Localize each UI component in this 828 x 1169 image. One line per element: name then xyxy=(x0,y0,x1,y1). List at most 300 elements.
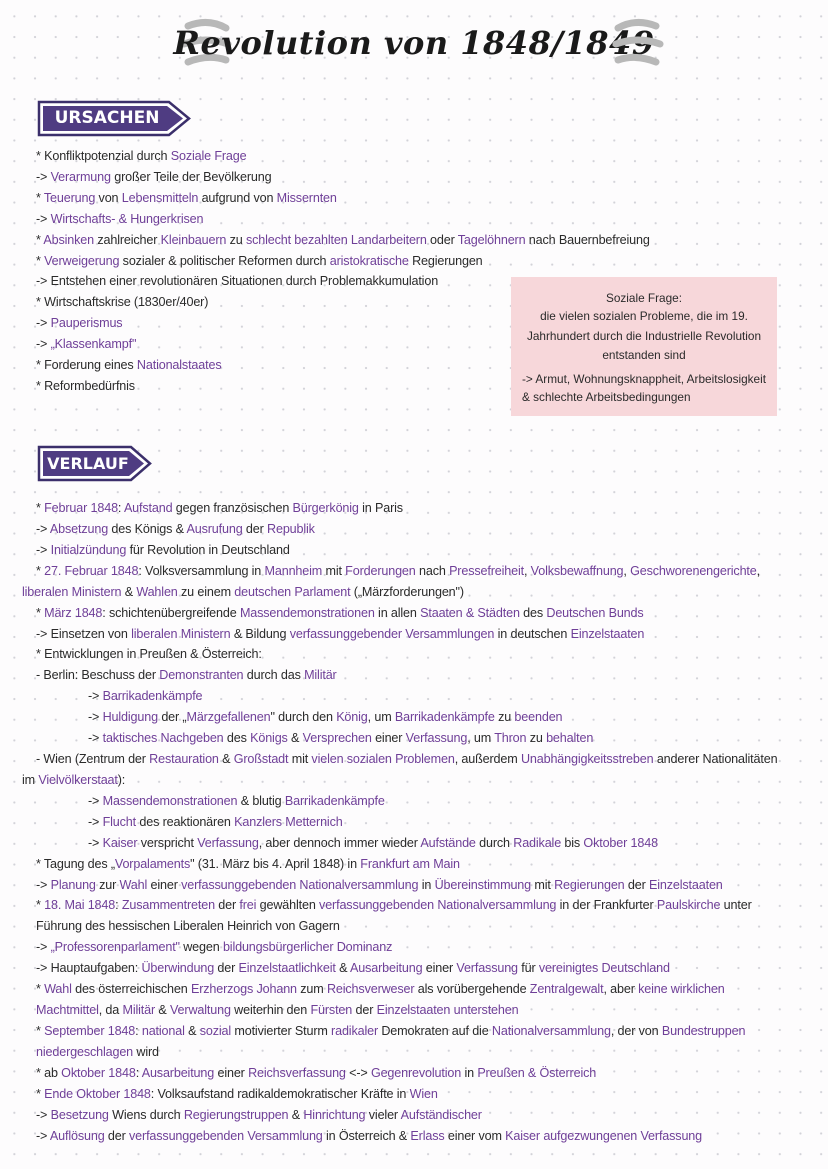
highlighted-term: Gegenrevolution xyxy=(370,1065,462,1080)
highlighted-term: Zusammentreten xyxy=(121,898,215,913)
plain-text: unter xyxy=(720,898,752,913)
plain-text: der xyxy=(214,961,239,976)
text-line xyxy=(36,271,438,291)
highlighted-term: Unabhängigkeitsstreben xyxy=(520,752,654,767)
highlighted-term: Aufstände xyxy=(420,835,476,850)
plain-text: des reaktionären xyxy=(136,814,235,829)
highlighted-term: Lebensmitteln xyxy=(121,190,199,205)
highlighted-term: Übereinstimmung xyxy=(434,877,532,892)
plain-text: , xyxy=(623,563,631,578)
text-line xyxy=(36,916,340,936)
plain-text: der „ xyxy=(157,710,187,725)
highlighted-term: Paulskirche xyxy=(656,898,721,913)
infobox-line: & schlechte Arbeitsbedingungen xyxy=(522,390,691,404)
plain-text: durch das xyxy=(243,668,305,683)
plain-text: in Paris xyxy=(358,501,403,515)
plain-text: : xyxy=(135,1024,142,1038)
highlighted-term: Restauration xyxy=(149,752,219,767)
highlighted-term: 18. Mai 1848 xyxy=(44,898,116,913)
highlighted-term: Versprechen xyxy=(302,731,372,746)
highlighted-term: verfassunggebenden Nationalversammlung xyxy=(181,877,419,892)
text-line xyxy=(36,749,777,769)
ursachen-label: URSACHEN xyxy=(54,108,160,128)
text-line xyxy=(22,582,464,602)
highlighted-term: Oktober 1848 xyxy=(61,1065,136,1080)
plain-text: - Berlin: Beschuss der xyxy=(36,668,160,683)
highlighted-term: Fürsten xyxy=(310,1003,353,1018)
plain-text: zahlreicher xyxy=(94,232,161,247)
highlighted-term: vereinigtes Deutschland xyxy=(538,961,670,976)
plain-text: aufgrund von xyxy=(198,190,277,205)
plain-text: : schichtenübergreifende xyxy=(102,605,240,620)
plain-text: , außerdem xyxy=(454,752,521,767)
highlighted-term: Mannheim xyxy=(264,563,323,578)
highlighted-term: Verwaltung xyxy=(170,1003,231,1018)
plain-text: * xyxy=(36,1024,45,1038)
text-line xyxy=(88,812,343,832)
plain-text: , der von xyxy=(610,1024,662,1038)
highlighted-term: Thron xyxy=(494,731,527,746)
plain-text: in Österreich & xyxy=(322,1128,411,1143)
plain-text: zu einem xyxy=(177,584,235,599)
text-line xyxy=(36,561,760,581)
plain-text: der xyxy=(242,521,268,536)
text-line xyxy=(36,167,272,187)
plain-text: bis xyxy=(561,835,584,850)
text-line xyxy=(36,624,644,644)
highlighted-term: Ausrufung xyxy=(186,521,243,536)
highlighted-term: Aufstand xyxy=(123,501,173,515)
highlighted-term: Februar 1848 xyxy=(44,501,118,515)
text-line xyxy=(36,875,723,895)
highlighted-term: Barrikadenkämpfe xyxy=(394,710,495,725)
highlighted-term: Verarmung xyxy=(50,169,111,184)
highlighted-term: Einzelstaaten xyxy=(570,626,645,641)
highlighted-term: liberalen Ministern xyxy=(22,584,122,599)
plain-text: wird xyxy=(133,1044,159,1059)
highlighted-term: Geschworenengerichte xyxy=(630,563,757,578)
highlighted-term: Reichsverweser xyxy=(326,982,415,997)
plain-text: des Königs & xyxy=(108,521,187,536)
right-swoosh-decoration xyxy=(612,14,664,72)
text-line xyxy=(36,665,337,685)
highlighted-term: Radikale xyxy=(513,835,562,850)
plain-text: Regierungen xyxy=(408,253,483,268)
plain-text: des xyxy=(223,731,251,746)
highlighted-term: national xyxy=(141,1024,185,1038)
highlighted-term: Forderungen xyxy=(345,563,416,578)
highlighted-term: Bundestruppen xyxy=(661,1024,746,1038)
highlighted-term: Machtmittel xyxy=(36,1003,99,1018)
text-line xyxy=(36,519,315,539)
plain-text: gegen französischen xyxy=(172,501,293,515)
highlighted-term: Ausarbeitung xyxy=(141,1065,215,1080)
plain-text: mit xyxy=(288,752,312,767)
plain-text: mit xyxy=(322,563,346,578)
highlighted-term: Märzgefallenen xyxy=(186,710,271,725)
plain-text: -> xyxy=(88,710,103,725)
plain-text: -> xyxy=(36,521,50,536)
plain-text: für Revolution in Deutschland xyxy=(126,542,290,557)
plain-text: -> xyxy=(36,169,51,184)
plain-text: gewählten xyxy=(256,898,320,913)
highlighted-term: Kanzlers Metternich xyxy=(234,814,343,829)
plain-text: wegen xyxy=(179,940,223,955)
plain-text: : xyxy=(135,1065,142,1080)
plain-text: & xyxy=(155,1003,170,1018)
highlighted-term: Massendemonstrationen xyxy=(239,605,375,620)
highlighted-term: Wahl xyxy=(119,877,148,892)
plain-text: der xyxy=(624,877,649,892)
highlighted-term: Auflösung xyxy=(49,1128,105,1143)
infobox-line: die vielen sozialen Probleme, die im 19. xyxy=(540,309,748,323)
highlighted-term: Überwindung xyxy=(141,961,215,976)
plain-text: für xyxy=(517,961,539,976)
plain-text: * xyxy=(36,982,45,997)
plain-text: , xyxy=(523,563,531,578)
text-line xyxy=(36,937,392,957)
plain-text: („Märzforderungen") xyxy=(350,584,464,599)
plain-text: : xyxy=(115,898,122,913)
highlighted-term: Bürgerkönig xyxy=(292,501,359,515)
highlighted-term: März 1848 xyxy=(44,605,103,620)
highlighted-term: Wahl xyxy=(44,982,72,997)
highlighted-term: niedergeschlagen xyxy=(36,1044,134,1059)
plain-text: einer vom xyxy=(444,1128,506,1143)
highlighted-term: Tagelöhnern xyxy=(457,232,526,247)
text-line xyxy=(88,686,202,706)
title-area xyxy=(0,10,828,80)
highlighted-term: Initialzündung xyxy=(50,542,127,557)
highlighted-term: Kaiser xyxy=(505,1128,540,1143)
highlighted-term: Kaiser xyxy=(102,835,138,850)
plain-text: * xyxy=(36,190,44,205)
plain-text: <-> xyxy=(345,1065,371,1080)
plain-text: , aber xyxy=(603,982,639,997)
plain-text: * Konfliktpotenzial durch xyxy=(36,149,171,163)
text-line xyxy=(36,644,262,664)
highlighted-term: Einzelstaaten xyxy=(649,877,723,892)
highlighted-term: Flucht xyxy=(102,814,137,829)
highlighted-term: Großstadt xyxy=(233,752,289,767)
highlighted-term: Pauperismus xyxy=(50,316,123,331)
highlighted-term: radikaler xyxy=(331,1024,378,1038)
plain-text: * Tagung des „ xyxy=(36,856,115,871)
plain-text: : xyxy=(117,501,124,515)
text-line xyxy=(36,1021,745,1041)
plain-text: verspricht xyxy=(137,835,198,850)
text-line xyxy=(36,958,670,978)
plain-text: nach xyxy=(415,563,450,578)
text-line xyxy=(36,1063,596,1083)
plain-text: in der Frankfurter xyxy=(556,898,657,913)
text-line xyxy=(36,498,403,518)
text-line xyxy=(36,334,136,354)
plain-text: : Volksversammlung in xyxy=(138,563,265,578)
text-line xyxy=(36,854,460,874)
plain-text: & blutig xyxy=(237,793,285,808)
plain-text: -> xyxy=(88,731,103,746)
plain-text: weiterhin den xyxy=(230,1003,311,1018)
highlighted-term: Wahlen xyxy=(136,584,178,599)
text-line xyxy=(88,833,658,853)
plain-text: -> xyxy=(36,316,51,331)
highlighted-term: Preußen & Österreich xyxy=(477,1065,597,1080)
highlighted-term: Barrikadenkämpfe xyxy=(284,793,385,808)
highlighted-term: Deutschen Bunds xyxy=(546,605,644,620)
text-line xyxy=(88,728,593,748)
plain-text: mit xyxy=(531,877,555,892)
plain-text: -> xyxy=(36,1128,50,1143)
plain-text: - Wien (Zentrum der xyxy=(36,752,150,767)
highlighted-term: Republik xyxy=(267,521,315,536)
plain-text: der xyxy=(352,1003,377,1018)
plain-text: -> Entstehen einer revolutionären Situationen durch Problemakkumulation xyxy=(36,274,439,289)
highlighted-term: Aufständischer xyxy=(400,1107,482,1122)
text-line xyxy=(36,292,208,312)
plain-text: * Wirtschaftskrise (1830er/40er) xyxy=(36,295,209,310)
plain-text: * xyxy=(36,898,45,913)
infobox-line: entstanden sind xyxy=(602,348,686,362)
highlighted-term: Verfassung xyxy=(197,835,259,850)
highlighted-term: September 1848 xyxy=(44,1024,136,1038)
plain-text: -> xyxy=(36,211,51,226)
text-line xyxy=(88,791,385,811)
plain-text: & Bildung xyxy=(230,626,290,641)
text-line xyxy=(36,1042,159,1062)
plain-text: * Entwicklungen in Preußen & Österreich: xyxy=(36,647,262,662)
text-line xyxy=(36,895,752,915)
highlighted-term: Einzelstaaten unterstehen xyxy=(376,1003,519,1018)
plain-text: des xyxy=(519,605,547,620)
highlighted-term: Ausarbeitung xyxy=(350,961,423,976)
highlighted-term: Staaten & Städten xyxy=(420,605,520,620)
highlighted-term: Verfassung xyxy=(405,731,468,746)
plain-text: nach Bauernbefreiung xyxy=(525,232,650,247)
plain-text: & xyxy=(287,731,303,746)
plain-text: der xyxy=(104,1128,130,1143)
infobox-line: Soziale Frage: xyxy=(605,291,683,305)
plain-text: -> xyxy=(88,814,103,829)
text-line xyxy=(36,146,246,166)
plain-text: von xyxy=(95,190,122,205)
highlighted-term: keine wirklichen xyxy=(638,982,725,997)
highlighted-term: Nationalversammlung xyxy=(491,1024,611,1038)
plain-text: , da xyxy=(98,1003,123,1018)
plain-text: der xyxy=(214,898,240,913)
highlighted-term: Besetzung xyxy=(50,1107,109,1122)
plain-text: * ab xyxy=(36,1065,62,1080)
soziale-frage-infobox xyxy=(511,277,777,416)
plain-text: " durch den xyxy=(270,710,337,725)
text-line xyxy=(88,707,562,727)
plain-text: & xyxy=(121,584,137,599)
plain-text: -> xyxy=(88,793,103,808)
plain-text: & xyxy=(218,752,234,767)
plain-text: * Forderung eines xyxy=(36,358,137,372)
plain-text: -> Hauptaufgaben: xyxy=(36,961,142,976)
highlighted-term: Militär xyxy=(122,1003,156,1018)
verlauf-heading xyxy=(37,445,153,482)
highlighted-term: beenden xyxy=(514,710,563,725)
highlighted-term: Soziale Frage xyxy=(170,149,247,163)
plain-text: Wiens durch xyxy=(108,1107,184,1122)
infobox-line: Jahrhundert durch die Industrielle Revolution xyxy=(526,329,762,343)
plain-text: -> xyxy=(36,877,51,892)
highlighted-term: Militär xyxy=(304,668,337,683)
plain-text: -> xyxy=(36,940,51,955)
highlighted-term: verfassunggebenden Nationalversammlung xyxy=(319,898,557,913)
highlighted-term: Hinrichtung xyxy=(303,1107,366,1122)
highlighted-term: vielen sozialen Problemen xyxy=(311,752,455,767)
plain-text: als vorübergehende xyxy=(414,982,530,997)
text-line xyxy=(36,188,337,208)
text-line xyxy=(36,603,644,623)
plain-text: -> xyxy=(88,835,103,850)
plain-text: -> xyxy=(36,542,51,557)
highlighted-term: Missernten xyxy=(276,190,337,205)
plain-text: -> xyxy=(36,1107,51,1122)
plain-text: * xyxy=(36,605,45,620)
highlighted-term: Wien xyxy=(409,1086,438,1101)
plain-text: * xyxy=(36,232,44,247)
plain-text: -> xyxy=(88,689,103,704)
highlighted-term: Absetzung xyxy=(49,521,109,536)
text-line xyxy=(36,376,135,396)
highlighted-term: Zentralgewalt xyxy=(529,982,604,997)
text-line xyxy=(36,1105,482,1125)
plain-text: sozialer & politischer Reformen durch xyxy=(119,253,330,268)
text-line xyxy=(36,1126,702,1146)
highlighted-term: sozial xyxy=(199,1024,232,1038)
highlighted-term: frei xyxy=(239,898,257,913)
plain-text: zu xyxy=(526,731,547,746)
plain-text: anderer Nationalitäten xyxy=(653,752,778,767)
text-line xyxy=(36,313,122,333)
highlighted-term: Reichsverfassung xyxy=(248,1065,346,1080)
plain-text: zu xyxy=(226,232,246,247)
plain-text: * Reformbedürfnis xyxy=(36,378,135,393)
highlighted-term: liberalen Ministern xyxy=(131,626,231,641)
plain-text: einer xyxy=(422,961,457,976)
highlighted-term: Pressefreiheit xyxy=(449,563,524,578)
highlighted-term: Kleinbauern xyxy=(160,232,227,247)
highlighted-term: Verweigerung xyxy=(44,253,120,268)
plain-text: oder xyxy=(426,232,458,247)
plain-text: durch xyxy=(475,835,514,850)
highlighted-term: deutschen Parlament xyxy=(234,584,351,599)
plain-text: in xyxy=(461,1065,478,1080)
plain-text: & xyxy=(335,961,351,976)
highlighted-term: Frankfurt am Main xyxy=(360,856,460,871)
highlighted-term: Planung xyxy=(50,877,96,892)
highlighted-term: Verfassung xyxy=(456,961,518,976)
plain-text: einer xyxy=(147,877,182,892)
highlighted-term: verfassunggebenden Versammlung xyxy=(129,1128,323,1143)
text-line xyxy=(22,770,125,790)
highlighted-term: Vielvölkerstaat xyxy=(38,772,118,787)
highlighted-term: Wirtschafts- & Hungerkrisen xyxy=(50,211,204,226)
highlighted-term: Ende Oktober 1848 xyxy=(44,1086,151,1101)
highlighted-term: taktisches Nachgeben xyxy=(102,731,224,746)
highlighted-term: 27. Februar 1848 xyxy=(44,563,139,578)
plain-text: zum xyxy=(296,982,327,997)
plain-text: -> xyxy=(36,337,51,352)
highlighted-term: Königs xyxy=(250,731,288,746)
plain-text: des österreichischen xyxy=(71,982,191,997)
text-line xyxy=(36,979,725,999)
highlighted-term: Demonstranten xyxy=(159,668,244,683)
highlighted-term: Barrikadenkämpfe xyxy=(102,689,203,704)
plain-text: motivierter Sturm xyxy=(231,1024,332,1038)
highlighted-term: behalten xyxy=(546,731,594,746)
highlighted-term: Massendemonstrationen xyxy=(102,793,238,808)
plain-text: in allen xyxy=(374,605,421,620)
highlighted-term: Teuerung xyxy=(43,190,96,205)
plain-text: : Volksaufstand radikaldemokratischer Kräfte in xyxy=(150,1086,410,1101)
highlighted-term: Regierungstruppen xyxy=(183,1107,289,1122)
highlighted-term: aufgezwungenen Verfassung xyxy=(543,1128,703,1143)
plain-text: zur xyxy=(95,877,120,892)
text-line xyxy=(36,230,650,250)
plain-text: vieler xyxy=(365,1107,401,1122)
text-line xyxy=(36,1084,438,1104)
highlighted-term: König xyxy=(336,710,368,725)
highlighted-term: Nationalstaates xyxy=(136,358,222,372)
plain-text: in deutschen xyxy=(494,626,571,641)
highlighted-term: aristokratische xyxy=(329,253,409,268)
highlighted-term: Erzherzogs Johann xyxy=(190,982,297,997)
infobox-line: -> Armut, Wohnungsknappheit, Arbeitslosigkeit xyxy=(521,372,767,386)
plain-text: Demokraten auf die xyxy=(378,1024,492,1038)
highlighted-term: Regierungen xyxy=(554,877,625,892)
plain-text: in xyxy=(418,877,435,892)
highlighted-term: bildungsbürgerlicher Dominanz xyxy=(222,940,393,955)
plain-text: -> Einsetzen von xyxy=(36,626,132,641)
verlauf-label: VERLAUF xyxy=(47,454,129,473)
plain-text: * xyxy=(36,563,45,578)
plain-text: Führung des hessischen Liberalen Heinrich von Gagern xyxy=(36,919,340,934)
plain-text: * xyxy=(36,253,45,268)
plain-text: , um xyxy=(467,731,495,746)
plain-text: & xyxy=(288,1107,304,1122)
highlighted-term: Oktober 1848 xyxy=(583,835,658,850)
plain-text: " (31. März bis 4. April 1848) in xyxy=(190,856,361,871)
plain-text: großer Teile der Bevölkerung xyxy=(110,169,272,184)
plain-text: , aber dennoch immer wieder xyxy=(258,835,421,850)
text-line xyxy=(36,540,290,560)
ursachen-heading xyxy=(37,100,192,137)
highlighted-term: Erlass xyxy=(410,1128,445,1143)
highlighted-term: Vorpalaments xyxy=(114,856,191,871)
plain-text: zu xyxy=(494,710,515,725)
highlighted-term: verfassunggebender Versammlungen xyxy=(289,626,495,641)
text-line xyxy=(36,1000,518,1020)
plain-text: im xyxy=(22,772,39,787)
plain-text: * xyxy=(36,501,45,515)
plain-text: einer xyxy=(371,731,406,746)
plain-text: , xyxy=(756,563,760,578)
text-line xyxy=(36,355,221,375)
highlighted-term: Einzelstaatlichkeit xyxy=(238,961,336,976)
text-line xyxy=(36,251,483,271)
highlighted-term: Volksbewaffnung xyxy=(530,563,624,578)
page-title: Revolution von 1848/1849 xyxy=(173,24,655,62)
highlighted-term: „Professorenparlament" xyxy=(50,940,180,955)
plain-text: ): xyxy=(117,772,126,787)
plain-text: einer xyxy=(214,1065,249,1080)
plain-text: * xyxy=(36,1086,45,1101)
